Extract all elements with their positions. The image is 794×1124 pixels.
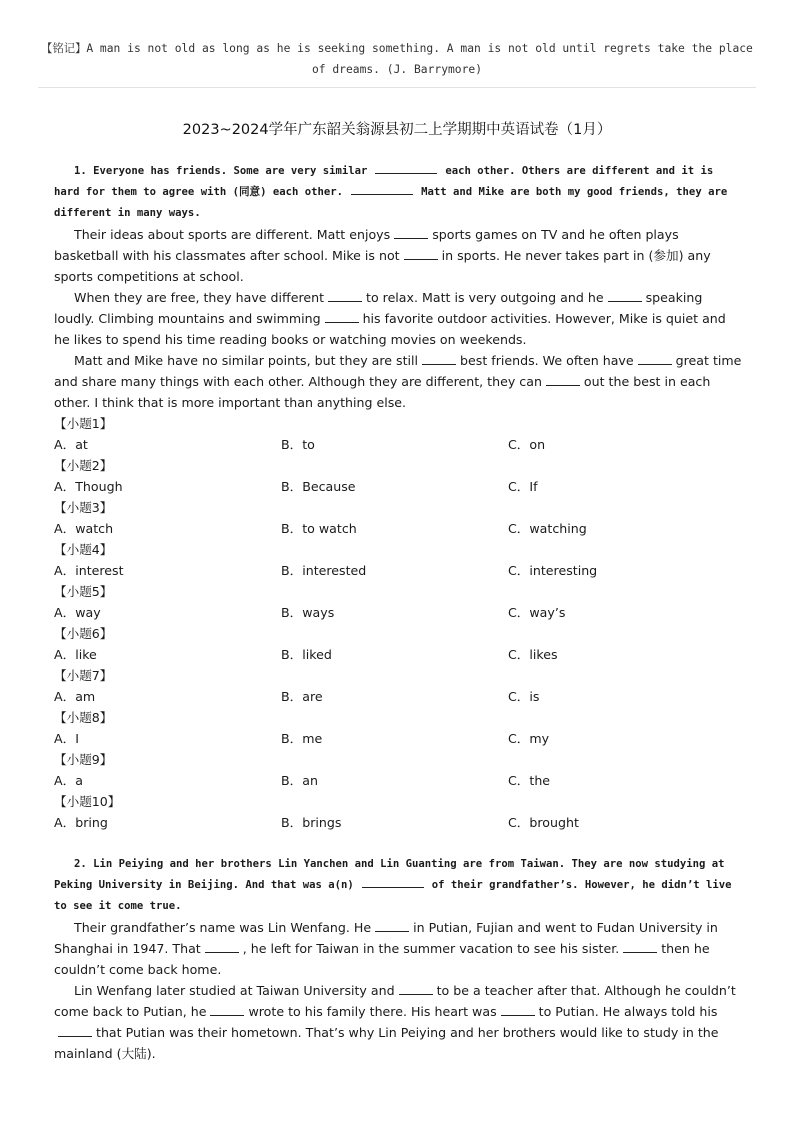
option-row (54, 728, 742, 749)
option-b[interactable]: B．are (281, 689, 323, 704)
motto-header: 【铭记】A man is not old as long as he is seeking something. A man is not old until regrets take the place of dreams. (J. Barrymore) (41, 42, 753, 76)
page-title: 2023~2024学年广东韶关翁源县初二上学期期中英语试卷（1月） (182, 122, 612, 138)
option-b[interactable]: B．Because (281, 479, 356, 494)
blank (58, 1024, 92, 1037)
option-c[interactable]: C．If (508, 479, 538, 494)
option-b[interactable]: B．to (281, 437, 315, 452)
option-row (54, 518, 742, 539)
option-row (54, 602, 742, 623)
question-1-paragraph: Their ideas about sports are different. Matt enjoys sports games on TV and he often plays basketball with his classmates after school. Mike is not in sports. He never takes part in (参加) any sports competitions at school. (54, 227, 711, 284)
option-b[interactable]: B．interested (281, 563, 367, 578)
subquestion-label: 【小题9】 (54, 752, 113, 767)
question-1-paragraph: When they are free, they have different to relax. Matt is very outgoing and he speaking loudly. Climbing mountains and swimming his favorite outdoor activities. However, Mike is quiet and he likes to spend his time reading books or watching movies on weekends. (54, 290, 726, 347)
subquestion-label: 【小题4】 (54, 542, 113, 557)
option-c[interactable]: C．brought (508, 815, 579, 830)
question-2-paragraph: Lin Wenfang later studied at Taiwan University and to be a teacher after that. Although he couldn’t come back to Putian, he wrote to his family there. His heart was to Putian. He always told histhat Putian was their hometown. That’s why Lin Peiying and her brothers would like to study in the mainland (大陆). (54, 983, 736, 1061)
blank (404, 247, 438, 260)
option-c[interactable]: C．on (508, 437, 546, 452)
option-b[interactable]: B．to watch (281, 521, 357, 536)
option-c[interactable]: C．the (508, 773, 551, 788)
question-1-intro: 1. Everyone has friends. Some are very similar each other. Others are different and it is hard for them to agree with (同意) each other. Matt and Mike are both my good friends, they are different in many ways. (54, 161, 742, 224)
question-2-intro: 2. Lin Peiying and her brothers Lin Yanchen and Lin Guanting are from Taiwan. They are now studying at Peking University in Beijing. And that was a(n) of their grandfather’s. However, he didn’t live to see it come true. (54, 858, 732, 912)
option-a[interactable]: A．I (54, 731, 79, 746)
blank (608, 289, 642, 302)
blank (205, 940, 239, 953)
blank (362, 875, 424, 888)
option-a[interactable]: A．at (54, 437, 88, 452)
option-b[interactable]: B．liked (281, 647, 332, 662)
option-b[interactable]: B．brings (281, 815, 342, 830)
option-row (54, 812, 742, 833)
blank (638, 352, 672, 365)
option-a[interactable]: A．watch (54, 521, 114, 536)
subquestion-label: 【小题1】 (54, 416, 113, 431)
blank (375, 161, 437, 174)
option-a[interactable]: A．way (54, 605, 101, 620)
blank (546, 373, 580, 386)
option-c[interactable]: C．interesting (508, 563, 598, 578)
option-c[interactable]: C．way’s (508, 605, 566, 620)
option-c[interactable]: C．is (508, 689, 540, 704)
spacer (54, 833, 742, 854)
option-b[interactable]: B．ways (281, 605, 335, 620)
option-a[interactable]: A．Though (54, 479, 123, 494)
option-row (54, 434, 742, 455)
subquestion-label: 【小题6】 (54, 626, 113, 641)
subquestion-label: 【小题3】 (54, 500, 113, 515)
blank (501, 1003, 535, 1016)
blank (399, 982, 433, 995)
blank (394, 226, 428, 239)
option-a[interactable]: A．like (54, 647, 97, 662)
option-c[interactable]: C．my (508, 731, 550, 746)
subquestion-label: 【小题10】 (54, 794, 121, 809)
blank (422, 352, 456, 365)
option-c[interactable]: C．watching (508, 521, 587, 536)
option-b[interactable]: B．an (281, 773, 318, 788)
subquestion-label: 【小题5】 (54, 584, 113, 599)
header-divider (38, 87, 756, 88)
blank (210, 1003, 244, 1016)
option-a[interactable]: A．am (54, 689, 96, 704)
option-c[interactable]: C．likes (508, 647, 558, 662)
blank (623, 940, 657, 953)
blank (328, 289, 362, 302)
blank (325, 310, 359, 323)
blank (351, 182, 413, 195)
option-row (54, 476, 742, 497)
option-a[interactable]: A．bring (54, 815, 108, 830)
option-b[interactable]: B．me (281, 731, 323, 746)
exam-content (54, 161, 742, 1064)
option-row (54, 644, 742, 665)
question-1-paragraph: Matt and Mike have no similar points, but they are still best friends. We often have great time and share many things with each other. Although they are different, they can out the best in each other. I think that is more important than anything else. (54, 353, 742, 410)
option-a[interactable]: A．a (54, 773, 83, 788)
option-row (54, 686, 742, 707)
blank (375, 919, 409, 932)
option-row (54, 560, 742, 581)
subquestion-label: 【小题2】 (54, 458, 113, 473)
subquestion-label: 【小题8】 (54, 710, 113, 725)
option-row (54, 770, 742, 791)
question-2-paragraph: Their grandfather’s name was Lin Wenfang. He in Putian, Fujian and went to Fudan University in Shanghai in 1947. That , he left for Taiwan in the summer vacation to see his sister. then he couldn’t come back home. (54, 920, 718, 977)
option-a[interactable]: A．interest (54, 563, 124, 578)
subquestion-label: 【小题7】 (54, 668, 113, 683)
